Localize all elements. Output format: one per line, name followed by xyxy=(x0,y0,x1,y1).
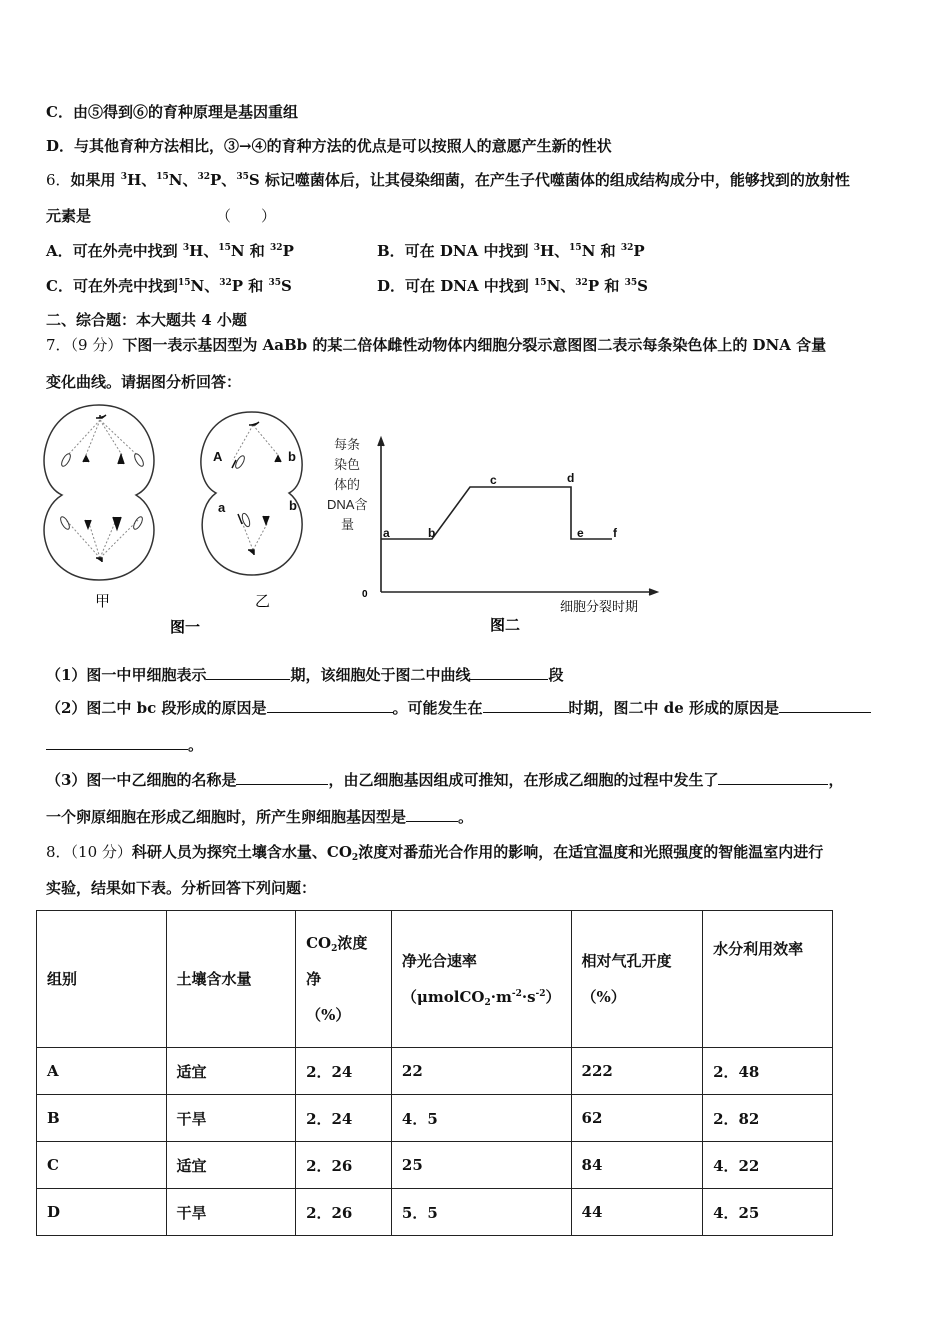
q6-stem: 6．如果用 $^3$H、$^{15}$N、$^{32}$P、$^{35}$S 标记噬菌体后，让其侵染细菌，在产生子代噬菌体的组成结构成分中，能够找到的放射性 xyxy=(46,171,850,189)
svg-text:量: 量 xyxy=(341,517,355,532)
table-cell: 44 xyxy=(571,1189,703,1236)
svg-text:DNA含: DNA含 xyxy=(327,497,368,512)
svg-text:d: d xyxy=(567,471,575,485)
table-row xyxy=(37,1189,833,1236)
table-row xyxy=(37,1048,833,1095)
svg-text:a: a xyxy=(383,526,390,540)
table-cell: A xyxy=(37,1048,167,1095)
chromatids-outline xyxy=(59,452,251,530)
table-cell: 干旱 xyxy=(166,1095,296,1142)
figure-1 xyxy=(44,405,302,580)
section-heading: 二、综合题：本大题共 4 小题 xyxy=(46,311,247,329)
table-cell: 222 xyxy=(571,1048,703,1095)
q7-sub2-cont: 。 xyxy=(46,735,203,755)
table-row xyxy=(37,1142,833,1189)
header-soil-water: 土壤含水量 xyxy=(166,911,296,1048)
header-co2: $CO_2$浓度 净 （%） xyxy=(296,911,392,1048)
table-cell: 2．26 xyxy=(296,1142,392,1189)
answer-blank[interactable] xyxy=(236,770,328,785)
figure-2 xyxy=(378,438,657,595)
table-cell: 2．24 xyxy=(296,1095,392,1142)
y-axis-label xyxy=(327,437,367,532)
header-net-photosynthesis: 净光合速率 $(\mu molCO_2\cdot m^{-2}\cdot s^{-2})$ xyxy=(391,911,571,1048)
answer-blank[interactable] xyxy=(206,665,290,680)
q7-sub2: （2）图二中 bc 段形成的原因是 。可能发生在 时期，图二中 de 形成的原因是 xyxy=(46,698,871,718)
table-cell: 适宜 xyxy=(166,1048,296,1095)
origin-label: 0 xyxy=(362,589,368,600)
allele-label: A xyxy=(213,449,223,464)
svg-text:染色: 染色 xyxy=(334,457,361,472)
answer-blank[interactable] xyxy=(406,807,458,822)
allele-label: a xyxy=(218,500,226,515)
chromosomes xyxy=(83,415,281,562)
q7-figures xyxy=(0,0,950,650)
cell-jia-label: 甲 xyxy=(95,593,111,610)
answer-blank[interactable] xyxy=(483,698,569,713)
answer-blank[interactable] xyxy=(779,698,871,713)
svg-text:c: c xyxy=(490,473,497,487)
svg-text:f: f xyxy=(613,526,617,540)
figure-1-caption: 图一 xyxy=(170,619,201,636)
q5-option-d: D．与其他育种方法相比，③→④的育种方法的优点是可以按照人的意愿产生新的性状 xyxy=(46,137,612,155)
q7-sub3-cont: 一个卵原细胞在形成乙细胞时，所产生卵细胞基因型是 。 xyxy=(46,808,474,826)
table-cell: 25 xyxy=(391,1142,571,1189)
table-cell: 4．25 xyxy=(703,1189,833,1236)
answer-blank[interactable] xyxy=(470,665,548,680)
q8-stem-cont: 实验，结果如下表。分析回答下列问题： xyxy=(46,879,317,897)
table-header-row xyxy=(37,911,833,1048)
svg-text:体的: 体的 xyxy=(334,477,361,492)
q6-stem-cont: 元素是 （ ） xyxy=(46,207,277,225)
svg-text:e: e xyxy=(577,526,584,540)
svg-text:b: b xyxy=(428,526,436,540)
allele-label: b xyxy=(289,498,297,513)
table-cell: 4．5 xyxy=(391,1095,571,1142)
answer-blank[interactable] xyxy=(267,698,393,713)
table-cell: 2．48 xyxy=(703,1048,833,1095)
results-table xyxy=(36,910,833,1236)
table-cell: 22 xyxy=(391,1048,571,1095)
x-axis-label: 细胞分裂时期 xyxy=(560,599,639,614)
table-cell: 2．24 xyxy=(296,1048,392,1095)
allele-label: b xyxy=(288,449,296,464)
table-cell: 4．22 xyxy=(703,1142,833,1189)
q6-option-c: C．可在外壳中找到$^{15}$N、$^{32}$P 和 $^{35}$S xyxy=(46,277,292,295)
table-cell: 62 xyxy=(571,1095,703,1142)
q7-stem-cont: 变化曲线。请据图分析回答： xyxy=(46,373,242,391)
svg-text:每条: 每条 xyxy=(334,437,361,452)
q7-sub3: （3）图一中乙细胞的名称是 ，由乙细胞基因组成可推知，在形成乙细胞的过程中发生了 ， xyxy=(46,771,844,789)
header-group: 组别 xyxy=(37,911,167,1048)
spindle-fibers xyxy=(66,420,278,558)
q7-sub1: （1）图一中甲细胞表示 期，该细胞处于图二中曲线 段 xyxy=(46,666,564,684)
table-row xyxy=(37,1095,833,1142)
curve-point-labels xyxy=(383,471,618,540)
header-water-use-efficiency: 水分利用效率 xyxy=(703,911,833,1048)
cell-yi-label: 乙 xyxy=(255,593,271,610)
table-cell: 5．5 xyxy=(391,1189,571,1236)
table-cell: C xyxy=(37,1142,167,1189)
header-stomatal-opening: 相对气孔开度 （%） xyxy=(571,911,703,1048)
table-cell: 适宜 xyxy=(166,1142,296,1189)
q7-stem: 7．（9 分）下图一表示基因型为 AaBb 的某二倍体雌性动物体内细胞分裂示意图图二表示每条染色体上的 DNA 含量 xyxy=(46,336,827,354)
table-cell: B xyxy=(37,1095,167,1142)
q8-stem: 8．（10 分）科研人员为探究土壤含水量、$CO_2$浓度对番茄光合作用的影响，在适宜温度和光照强度的智能温室内进行 xyxy=(46,843,824,863)
table-cell: 2．82 xyxy=(703,1095,833,1142)
q6-option-d: D．可在 DNA 中找到 $^{15}$N、$^{32}$P 和 $^{35}$S xyxy=(377,277,648,295)
table-cell: D xyxy=(37,1189,167,1236)
table-cell: 干旱 xyxy=(166,1189,296,1236)
figure-2-caption: 图二 xyxy=(490,617,521,634)
q6-option-a: A．可在外壳中找到 $^3$H、$^{15}$N 和 $^{32}$P xyxy=(46,242,294,260)
answer-blank[interactable] xyxy=(718,770,828,785)
table-cell: 84 xyxy=(571,1142,703,1189)
q5-option-c: C．由⑤得到⑥的育种原理是基因重组 xyxy=(46,103,298,121)
q6-option-b: B．可在 DNA 中找到 $^3$H、$^{15}$N 和 $^{32}$P xyxy=(377,242,645,260)
answer-blank[interactable] xyxy=(46,735,188,750)
table-cell: 2．26 xyxy=(296,1189,392,1236)
